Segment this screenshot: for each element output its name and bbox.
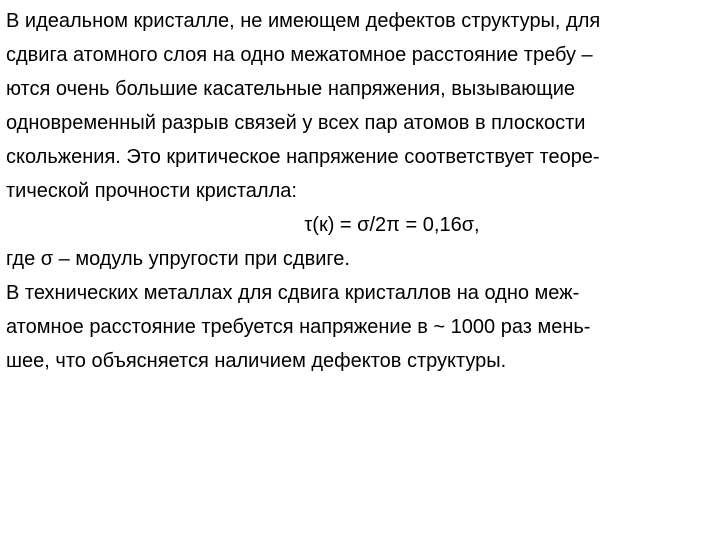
text-line-8: где σ – модуль упругости при сдвиге.: [6, 248, 350, 270]
text-line-1: В идеальном кристалле, не имеющем дефектов структуры, для: [6, 10, 601, 32]
text-line-3: ются очень большие касательные напряжения, вызывающие: [6, 78, 576, 100]
text-line-4: одновременный разрыв связей у всех пар атомов в плоскости: [6, 112, 586, 134]
body-text: [6, 4, 718, 378]
text-line-11: шее, что объясняется наличием дефектов структуры.: [6, 350, 507, 372]
text-line-9: В технических металлах для сдвига кристаллов на одно меж-: [6, 282, 580, 304]
text-line-10: атомное расстояние требуется напряжение в ~ 1000 раз мень-: [6, 316, 591, 338]
text-line-2: сдвига атомного слоя на одно межатомное расстояние требу –: [6, 44, 593, 66]
formula-line: τ(к) = σ/2π = 0,16σ,: [304, 214, 480, 236]
text-line-5: скольжения. Это критическое напряжение соответствует теоре-: [6, 146, 600, 168]
text-line-6: тической прочности кристалла:: [6, 180, 297, 202]
